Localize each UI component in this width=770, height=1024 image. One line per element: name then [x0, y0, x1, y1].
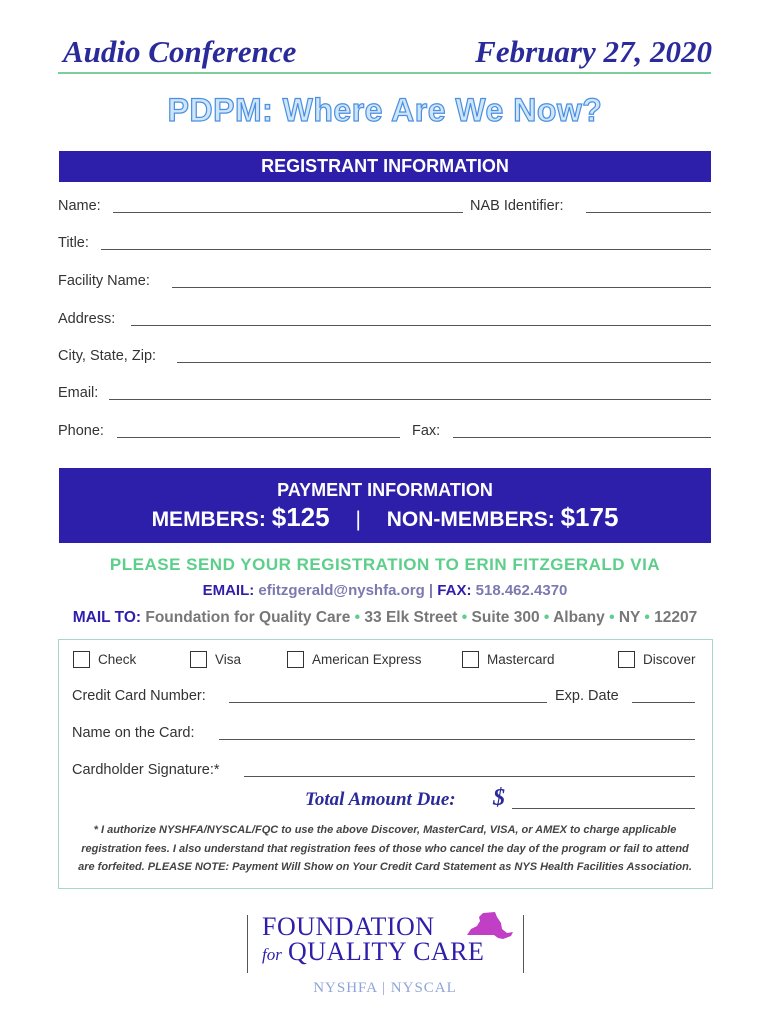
nab-field[interactable] — [586, 212, 711, 213]
signature-label-text: Cardholder Signature: — [72, 762, 214, 778]
event-date: February 27, 2020 — [475, 34, 712, 69]
exp-date-label: Exp. Date — [555, 688, 619, 704]
bullet-icon: • — [609, 609, 615, 626]
mail-line — [0, 609, 770, 627]
city-label: City, State, Zip: — [58, 348, 157, 364]
mail-street: 33 Elk Street — [364, 609, 458, 626]
amex-label: American Express — [312, 652, 422, 667]
members-price: $125 — [271, 502, 330, 532]
check-checkbox[interactable] — [73, 651, 90, 668]
mail-suite: Suite 300 — [471, 609, 540, 626]
total-field[interactable] — [512, 808, 695, 809]
registrant-heading: REGISTRANT INFORMATION — [59, 151, 711, 182]
price-separator: | — [355, 508, 361, 531]
mail-zip: 12207 — [654, 609, 698, 626]
name-field[interactable] — [113, 212, 463, 213]
mail-org: Foundation for Quality Care — [145, 609, 351, 626]
visa-checkbox[interactable] — [190, 651, 207, 668]
bullet-icon: • — [354, 609, 361, 626]
discover-checkbox[interactable] — [618, 651, 635, 668]
phone-label: Phone: — [58, 423, 104, 439]
mail-city: Albany — [553, 609, 605, 626]
logo-subtitle: NYSHFA | NYSCAL — [313, 980, 457, 996]
payment-heading: PAYMENT INFORMATION — [277, 480, 493, 500]
nonmembers-price: $175 — [560, 502, 619, 532]
discover-label: Discover — [643, 652, 696, 667]
amex-checkbox[interactable] — [287, 651, 304, 668]
card-number-field[interactable] — [229, 702, 547, 703]
dollar-sign: $ — [493, 785, 505, 811]
nab-label: NAB Identifier: — [470, 198, 564, 214]
header-divider — [58, 72, 711, 74]
authorization-text — [60, 821, 710, 877]
event-type: Audio Conference — [63, 34, 297, 69]
total-label: Total Amount Due: — [305, 789, 456, 810]
authorization-line-1: * I authorize NYSHFA/NYSCAL/FQC to use the above Discover, MasterCard, VISA, or AMEX to charge applicable — [93, 824, 677, 836]
fax-field[interactable] — [453, 437, 711, 438]
email-label: Email: — [58, 385, 99, 401]
send-instructions: PLEASE SEND YOUR REGISTRATION TO ERIN FITZGERALD VIA — [109, 555, 661, 574]
facility-label: Facility Name: — [58, 273, 150, 289]
members-label: MEMBERS: — [151, 508, 266, 531]
title-field[interactable] — [101, 249, 711, 250]
contact-sep: | — [428, 582, 434, 599]
contact-line — [0, 582, 770, 599]
signature-label — [72, 762, 220, 778]
authorization-line-2: registration fees. I also understand that registration fees of those who cancel the day of the program or fail to attend — [81, 842, 689, 855]
name-label: Name: — [58, 198, 101, 214]
mastercard-checkbox[interactable] — [462, 651, 479, 668]
card-number-label: Credit Card Number: — [72, 688, 206, 704]
bullet-icon: • — [644, 609, 650, 626]
payment-heading-bar — [59, 468, 711, 543]
mail-state: NY — [618, 609, 641, 626]
title-label: Title: — [58, 235, 89, 251]
bullet-icon: • — [461, 609, 468, 626]
phone-field[interactable] — [117, 437, 400, 438]
card-name-field[interactable] — [219, 739, 695, 740]
city-field[interactable] — [177, 362, 711, 363]
contact-email[interactable]: efitzgerald@nyshfa.org — [258, 582, 425, 599]
logo-for: for — [262, 945, 282, 964]
email-field[interactable] — [109, 399, 711, 400]
nonmembers-label: NON-MEMBERS: — [386, 508, 555, 531]
mail-key: MAIL TO: — [72, 609, 142, 626]
facility-field[interactable] — [172, 287, 711, 288]
check-label: Check — [98, 652, 137, 667]
signature-asterisk: * — [213, 762, 220, 778]
fax-key: FAX: — [437, 582, 472, 599]
visa-label: Visa — [215, 652, 242, 667]
address-field[interactable] — [131, 325, 711, 326]
authorization-line-3: are forfeited. PLEASE NOTE: Payment Will Show on Your Credit Card Statement as NYS Health Facilities Association. — [78, 861, 692, 873]
contact-fax: 518.462.4370 — [475, 582, 568, 599]
card-name-label: Name on the Card: — [72, 725, 195, 741]
logo-line-1: FOUNDATION — [262, 912, 435, 941]
address-label: Address: — [58, 311, 116, 327]
email-key: EMAIL: — [202, 582, 255, 599]
pricing — [59, 502, 711, 533]
logo-line-2: QUALITY CARE — [288, 937, 485, 966]
signature-field[interactable] — [244, 776, 695, 777]
mastercard-label: Mastercard — [487, 652, 555, 667]
page-title: PDPM: Where Are We Now? — [167, 92, 603, 128]
bullet-icon: • — [543, 609, 550, 626]
fax-label: Fax: — [412, 423, 441, 439]
exp-date-field[interactable] — [632, 702, 695, 703]
